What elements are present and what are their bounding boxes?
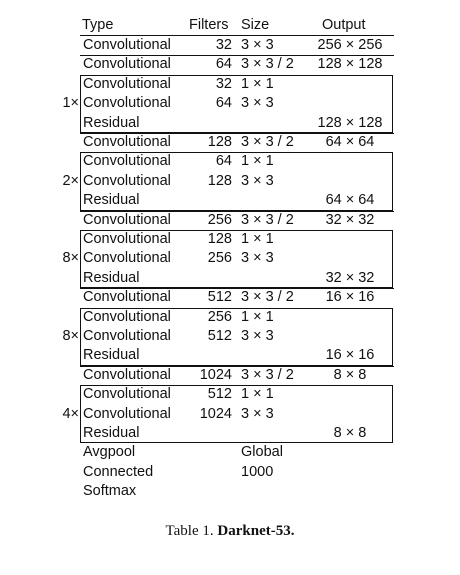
table-row: [50, 55, 400, 74]
layer-size: 3 × 3 / 2: [241, 289, 294, 306]
layer-filters: 512: [207, 386, 232, 403]
layer-output: 64 × 64: [325, 134, 375, 150]
table-row: [50, 288, 400, 307]
row-rule: [80, 288, 394, 289]
layer-size: 3 × 3: [241, 328, 274, 344]
layer-type: Convolutional: [83, 308, 171, 325]
row-rule: [80, 133, 394, 134]
layer-size: 1 × 1: [241, 386, 274, 403]
layer-size: 3 × 3: [241, 250, 274, 267]
layer-filters: 1024: [199, 405, 232, 422]
table-row: [50, 463, 400, 482]
layer-size: 1 × 1: [241, 153, 274, 170]
layer-type: Residual: [83, 269, 140, 286]
table-row: [50, 211, 400, 230]
layer-filters: 128: [207, 134, 232, 150]
layer-size: 3 × 3: [241, 95, 274, 112]
table-row: [50, 443, 400, 462]
layer-output: 64 × 64: [325, 192, 375, 209]
layer-size: 1 × 1: [241, 75, 274, 92]
layer-filters: 256: [207, 308, 232, 325]
layer-size: 1 × 1: [241, 231, 274, 247]
layer-type: Convolutional: [83, 328, 171, 344]
layer-output: 8 × 8: [333, 425, 367, 441]
layer-filters: 512: [207, 328, 232, 344]
caption-title: Darknet-53.: [217, 523, 295, 539]
layer-type: Convolutional: [83, 250, 171, 267]
residual-block-box: [80, 230, 393, 288]
layer-size: 3 × 3: [241, 172, 274, 189]
residual-block-box: [80, 75, 393, 133]
residual-block-box: [80, 308, 393, 366]
row-rule: [80, 211, 394, 212]
layer-size: 3 × 3: [241, 405, 274, 422]
row-rule: [80, 55, 394, 56]
layer-type: Convolutional: [83, 231, 171, 247]
layer-type: Convolutional: [83, 56, 171, 73]
repeat-count: 2×: [62, 172, 79, 189]
layer-filters: 128: [207, 172, 232, 189]
layer-size: 3 × 3 / 2: [241, 134, 294, 150]
repeat-count: 8×: [62, 250, 79, 267]
table-header: [50, 16, 400, 35]
layer-type: Convolutional: [83, 153, 171, 170]
table-row: [50, 482, 400, 501]
layer-filters: 64: [215, 95, 232, 112]
layer-output: 32 × 32: [325, 269, 375, 286]
layer-type: Convolutional: [83, 211, 171, 228]
layer-size: 1000: [241, 463, 274, 480]
layer-output: 16 × 16: [325, 347, 375, 364]
layer-output: 256 × 256: [317, 37, 383, 53]
layer-type: Avgpool: [83, 444, 136, 461]
layer-type: Convolutional: [83, 172, 171, 189]
layer-size: 3 × 3 / 2: [241, 56, 294, 73]
layer-filters: 256: [207, 211, 232, 228]
layer-type: Residual: [83, 425, 140, 441]
layer-filters: 128: [207, 231, 232, 247]
layer-size: 3 × 3: [241, 37, 274, 53]
layer-filters: 1024: [199, 366, 232, 383]
layer-type: Convolutional: [83, 37, 171, 53]
layer-type: Convolutional: [83, 386, 171, 403]
layer-type: Connected: [83, 463, 154, 480]
layer-output: 128 × 128: [317, 56, 383, 73]
table-caption: [0, 523, 460, 540]
header-type: Type: [82, 17, 114, 33]
layer-filters: 512: [207, 289, 232, 306]
layer-filters: 32: [215, 37, 232, 53]
layer-filters: 64: [215, 56, 232, 73]
header-size: Size: [241, 17, 270, 33]
table-row: [50, 366, 400, 385]
table-row: [50, 36, 400, 55]
layer-output: 16 × 16: [325, 289, 375, 306]
layer-type: Convolutional: [83, 75, 171, 92]
layer-type: Convolutional: [83, 405, 171, 422]
layer-type: Convolutional: [83, 95, 171, 112]
layer-type: Residual: [83, 114, 140, 131]
layer-output: 32 × 32: [325, 211, 375, 228]
repeat-count: 8×: [62, 328, 79, 344]
row-rule: [80, 366, 394, 367]
layer-output: 128 × 128: [317, 114, 383, 131]
layer-type: Convolutional: [83, 134, 171, 150]
header-output: Output: [322, 17, 366, 33]
layer-filters: 256: [207, 250, 232, 267]
layer-type: Convolutional: [83, 289, 171, 306]
layer-size: Global: [241, 444, 283, 461]
layer-filters: 32: [215, 75, 232, 92]
residual-block-box: [80, 385, 393, 443]
repeat-count: 4×: [62, 405, 79, 422]
layer-type: Convolutional: [83, 366, 171, 383]
layer-size: 3 × 3 / 2: [241, 211, 294, 228]
layer-type: Residual: [83, 347, 140, 364]
repeat-count: 1×: [62, 95, 79, 112]
layer-type: Residual: [83, 192, 140, 209]
layer-size: 3 × 3 / 2: [241, 366, 294, 383]
layer-filters: 64: [215, 153, 232, 170]
caption-prefix: Table 1.: [165, 523, 214, 539]
table-row: [50, 133, 400, 152]
header-filters: Filters: [189, 17, 229, 33]
layer-size: 1 × 1: [241, 308, 274, 325]
layer-output: 8 × 8: [333, 366, 367, 383]
residual-block-box: [80, 152, 393, 210]
layer-type: Softmax: [83, 483, 137, 500]
